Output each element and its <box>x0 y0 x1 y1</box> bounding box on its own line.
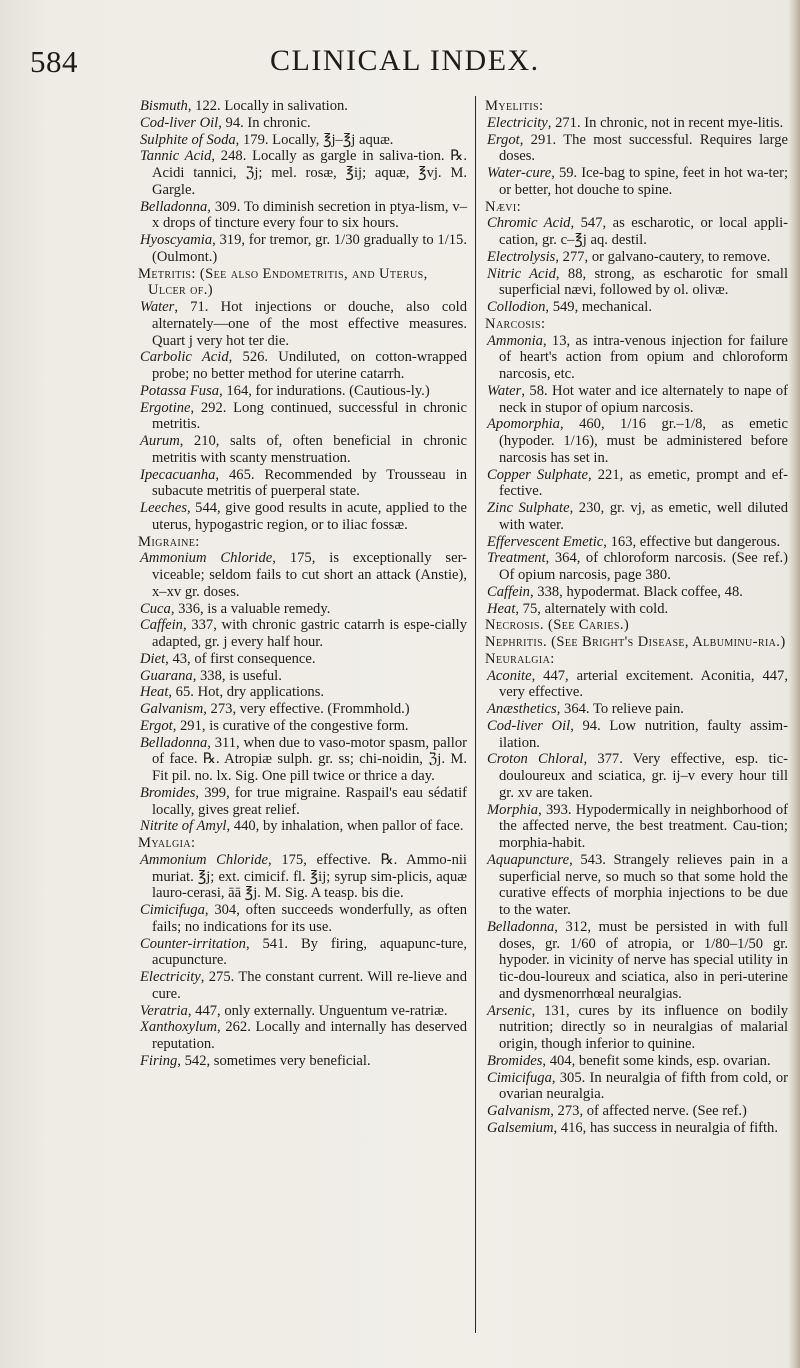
index-heading: Myelitis: <box>485 98 544 114</box>
remedy-term: Galvanism <box>487 1103 551 1119</box>
index-entry <box>485 718 788 752</box>
entry-text: , 309. To diminish secretion in ptya-lism, v–x drops of tincture every four to six hours. <box>152 198 467 232</box>
index-entry <box>485 165 788 199</box>
remedy-term: Ammonium Chloride <box>140 851 269 868</box>
entry-text: , 305. In neuralgia of fifth from cold, or ovarian neuralgia. <box>499 1069 788 1103</box>
remedy-term: Arsenic <box>487 1002 532 1019</box>
entry-text: , 210, salts of, often beneficial in chronic metritis with scanty menstruation. <box>152 433 467 466</box>
remedy-term: Aconite <box>487 667 532 684</box>
entry-text: , 440, by inhalation, when pallor of face. <box>226 818 464 835</box>
entry-text: , 273, of affected nerve. (See ref.) <box>550 1103 747 1119</box>
index-entry <box>485 668 788 702</box>
index-entry <box>485 132 788 166</box>
index-entry <box>138 735 467 785</box>
entry-text: , 542, sometimes very beneficial. <box>177 1052 371 1069</box>
remedy-term: Apomorphia <box>487 416 560 433</box>
index-entry <box>138 684 467 701</box>
index-entry <box>138 969 467 1003</box>
index-heading: Myalgia: <box>138 835 196 851</box>
entry-text: , 291, is curative of the congestive form. <box>172 717 409 734</box>
index-entry <box>485 215 788 249</box>
entry-text: , 163, effective but dangerous. <box>603 533 781 550</box>
index-entry <box>485 1120 788 1137</box>
remedy-term: Heat <box>487 600 516 617</box>
entry-text: , 271. In chronic, not in recent mye-litis. <box>547 114 784 131</box>
remedy-term: Aurum <box>140 433 180 449</box>
remedy-term: Ergot <box>140 717 173 734</box>
index-entry <box>485 919 788 1003</box>
index-entry <box>485 1103 788 1120</box>
entry-text: , 275. The constant current. Will re-lieve and cure. <box>152 969 467 1002</box>
index-entry <box>138 232 467 266</box>
remedy-term: Copper Sulphate <box>487 466 588 483</box>
entry-text: , 338, hypodermat. Black coffee, 48. <box>529 583 743 600</box>
index-entry <box>138 299 467 349</box>
entry-text: , 122. Locally in salivation. <box>187 98 348 114</box>
entry-text: , 43, of first consequence. <box>165 650 316 667</box>
remedy-term: Potassa Fusa <box>140 382 220 399</box>
entry-text: , 399, for true migraine. Raspail's eau sédatif locally, gives great relief. <box>152 784 467 818</box>
running-head: CLINICAL INDEX. <box>270 44 540 77</box>
index-heading: Necrosis. (See Caries.) <box>485 617 630 634</box>
entry-text: , 179. Locally, ℥j–℥j aquæ. <box>235 131 394 148</box>
remedy-term: Water <box>140 299 175 315</box>
index-entry <box>138 617 467 651</box>
entry-text: , 460, 1/16 gr.–1/8, as emetic (hypoder. 1/16), must be administered before narcosis has set in. <box>499 416 788 466</box>
entry-text: , 71. Hot injections or douche, also cold alternately—one of the most effective measures. Quart j very hot ter die. <box>152 299 467 349</box>
entry-text: , 377. Very effective, esp. tic-douloureux and sciatica, gr. ij–v every hour till gr. xv are taken. <box>499 751 788 801</box>
index-entry <box>485 550 788 584</box>
remedy-term: Cod-liver Oil <box>140 114 219 131</box>
index-heading: Nephritis. (See Bright's Disease, Albuminu-ria.) <box>485 634 786 650</box>
entry-text: , 319, for tremor, gr. 1/30 gradually to 1/15. (Oulmont.) <box>152 232 467 265</box>
index-entry <box>485 249 788 266</box>
remedy-term: Leeches <box>140 500 188 516</box>
remedy-term: Water-cure <box>487 165 552 181</box>
left-column <box>138 98 467 1070</box>
index-entry <box>485 383 788 417</box>
index-entry <box>138 785 467 819</box>
remedy-term: Nitrite of Amyl <box>140 818 227 835</box>
index-entry <box>485 584 788 601</box>
entry-text: , 447, arterial excitement. Aconitia, 447, very effective. <box>499 667 788 701</box>
right-column <box>485 98 788 1137</box>
index-entry <box>138 1019 467 1053</box>
index-entry <box>138 400 467 434</box>
remedy-term: Water <box>487 382 522 399</box>
entry-text: , 175, is exceptionally ser-viceable; seldom fails to cut short an attack (Anstie), x–xv gr. doses. <box>152 550 467 600</box>
remedy-term: Ammonium Chloride <box>140 550 273 567</box>
index-entry <box>485 299 788 316</box>
entry-text: , 393. Hypodermically in neighborhood of the affected nerve, the best treatment. Cau-tion; morphia-habit. <box>499 801 788 851</box>
entry-text: , 404, benefit some kinds, esp. ovarian. <box>542 1052 771 1069</box>
entry-text: , 304, often succeeds wonderfully, as often fails; no indications for its use. <box>152 902 467 935</box>
index-entry <box>138 500 467 534</box>
remedy-term: Treatment <box>487 550 546 567</box>
entry-text: , 292. Long continued, successful in chronic metritis. <box>152 399 467 433</box>
index-entry <box>138 132 467 149</box>
entry-text: , 248. Locally as gargle in saliva-tion. ℞. Acidi tannici, ℨj; mel. rosæ, ℥ij; aquæ, ℥vj. M. Gargle. <box>152 148 467 198</box>
page-number: 584 <box>30 44 78 79</box>
remedy-term: Counter-irritation <box>140 935 246 952</box>
remedy-term: Carbolic Acid <box>140 349 229 366</box>
entry-text: , 94. In chronic. <box>218 114 311 131</box>
entry-text: , 364. To relieve pain. <box>556 701 684 717</box>
entry-text: , 262. Locally and internally has deserved reputation. <box>152 1019 467 1052</box>
index-entry <box>138 936 467 970</box>
index-entry <box>485 416 788 466</box>
index-entry <box>485 852 788 919</box>
index-entry <box>138 852 467 902</box>
remedy-term: Aquapuncture <box>487 851 570 868</box>
remedy-term: Diet <box>140 650 166 667</box>
index-entry <box>138 148 467 198</box>
entry-text: , 311, when due to vaso-motor spasm, pallor of face. ℞. Atropiæ sulph. gr. ss; chi-noidin, ℨj. M. Fit pil. no. lx. Sig. One pill twice or thrice a day. <box>152 734 467 784</box>
remedy-term: Electrolysis <box>487 248 556 265</box>
remedy-term: Caffein <box>140 617 183 634</box>
entry-text: , 465. Recommended by Trousseau in subacute metritis of puerperal state. <box>152 466 467 500</box>
entry-text: , 221, as emetic, prompt and ef-fective. <box>499 466 788 500</box>
index-entry <box>485 115 788 132</box>
entry-text: , 230, gr. vj, as emetic, well diluted with water. <box>499 500 788 533</box>
index-heading: Neuralgia: <box>485 650 555 667</box>
index-entry <box>138 433 467 467</box>
entry-text: , 175, effective. ℞. Ammo-nii muriat. ℥j; ext. cimicif. fl. ℥ij; syrup sim-plicis, aquæ lauro-cerasi, āā ℥j. M. Sig. A teasp. bis die. <box>152 851 467 902</box>
entry-text: , 336, is a valuable remedy. <box>170 600 331 617</box>
index-entry <box>138 902 467 936</box>
remedy-term: Electricity <box>140 969 201 985</box>
entry-text: , 543. Strangely relieves pain in a superficial nerve, so much so that some hold the curative effects of morphia injections to be due to the water. <box>499 851 788 918</box>
index-entry <box>485 1003 788 1053</box>
entry-text: , 338, is useful. <box>192 667 282 684</box>
remedy-term: Galvanism <box>140 701 204 717</box>
entry-text: , 312, must be persisted in with full doses, gr. 1/60 of atropia, or 1/80–1/50 gr. hypoder. in vicinity of nerve has special utility in tic-dou-loureux and sciatica, also in peri-uterine and dysmenorrhœal neuralgias. <box>499 918 788 1002</box>
entry-text: , 13, as intra-venous injection for failure of heart's action from opium and chloroform narcosis, etc. <box>499 332 788 382</box>
remedy-term: Galsemium <box>487 1119 554 1136</box>
index-entry <box>138 718 467 735</box>
index-entry <box>138 199 467 233</box>
remedy-term: Morphia <box>487 801 539 818</box>
entry-text: , 549, mechanical. <box>545 299 652 315</box>
remedy-term: Guarana <box>140 667 193 684</box>
remedy-term: Xanthoxylum <box>140 1019 218 1036</box>
remedy-term: Ergotine <box>140 399 191 416</box>
remedy-term: Caffein <box>487 583 530 600</box>
index-entry <box>138 98 467 115</box>
remedy-term: Belladonna <box>140 198 208 215</box>
column-rule <box>475 96 476 1333</box>
index-entry <box>485 333 788 383</box>
entry-text: , 277, or galvano-cautery, to remove. <box>555 248 771 265</box>
index-entry <box>138 467 467 501</box>
entry-text: , 164, for indurations. (Cautious-ly.) <box>219 382 430 399</box>
index-entry <box>138 115 467 132</box>
remedy-term: Tannic Acid <box>140 148 212 165</box>
entry-text: , 544, give good results in acute, applied to the uterus, hypogastric region, or to iliac fossæ. <box>152 500 467 533</box>
entry-text: , 337, with chronic gastric catarrh is espe-cially adapted, gr. j every half hour. <box>152 617 467 650</box>
entry-text: , 291. The most successful. Requires large doses. <box>499 131 788 165</box>
remedy-term: Cod-liver Oil <box>487 717 571 734</box>
index-entry <box>485 1053 788 1070</box>
entry-text: , 131, cures by its influence on bodily nutrition; directly so in neuralgias of malarial origin, though inferior to quinine. <box>499 1002 788 1052</box>
remedy-term: Collodion <box>487 299 546 315</box>
index-entry <box>138 701 467 718</box>
index-entry <box>138 383 467 400</box>
index-entry <box>138 651 467 668</box>
index-entry <box>138 349 467 383</box>
index-entry <box>485 751 788 801</box>
remedy-term: Veratria <box>140 1002 188 1019</box>
entry-text: , 75, alternately with cold. <box>515 600 669 617</box>
remedy-term: Bromides <box>487 1052 543 1069</box>
index-entry <box>485 701 788 718</box>
index-entry <box>485 467 788 501</box>
remedy-term: Belladonna <box>140 734 208 751</box>
remedy-term: Electricity <box>487 114 548 131</box>
index-entry <box>485 266 788 300</box>
entry-text: , 526. Undiluted, on cotton-wrapped probe; no better method for uterine catarrh. <box>152 349 467 382</box>
entry-text: , 58. Hot water and ice alternately to nape of neck in stupor of opium narcosis. <box>499 382 788 416</box>
remedy-term: Croton Chloral <box>487 751 584 768</box>
entry-text: , 273, very effective. (Frommhold.) <box>203 701 410 717</box>
index-heading: Migraine: <box>138 533 200 550</box>
remedy-term: Cuca <box>140 600 171 617</box>
remedy-term: Nitric Acid <box>487 265 556 282</box>
index-entry <box>485 534 788 551</box>
remedy-term: Hyoscyamia <box>140 232 213 248</box>
index-entry <box>485 1070 788 1104</box>
index-entry <box>485 601 788 618</box>
entry-text: , 88, strong, as escharotic for small superficial nævi, followed by ol. olivæ. <box>499 265 788 299</box>
remedy-term: Ipecacuanha <box>140 466 216 483</box>
remedy-term: Belladonna <box>487 918 555 935</box>
index-entry <box>485 802 788 852</box>
remedy-term: Chromic Acid <box>487 215 571 232</box>
index-heading: Narcosis: <box>485 315 546 332</box>
entry-text: , 416, has success in neuralgia of fifth. <box>553 1119 779 1136</box>
index-entry <box>138 601 467 618</box>
index-entry <box>138 550 467 600</box>
index-entry <box>138 1003 467 1020</box>
entry-text: , 541. By firing, aquapunc-ture, acupuncture. <box>152 935 467 969</box>
entry-text: , 364, of chloroform narcosis. (See ref.) Of opium narcosis, page 380. <box>499 550 788 583</box>
index-entry <box>138 668 467 685</box>
entry-text: , 65. Hot, dry applications. <box>168 684 325 701</box>
remedy-term: Zinc Sulphate <box>487 500 570 516</box>
remedy-term: Bismuth <box>140 98 188 114</box>
remedy-term: Cimicifuga <box>487 1069 552 1086</box>
remedy-term: Anæsthetics <box>487 701 557 717</box>
remedy-term: Ammonia <box>487 332 543 349</box>
remedy-term: Bromides <box>140 784 196 801</box>
index-entry <box>138 818 467 835</box>
remedy-term: Ergot <box>487 131 520 148</box>
remedy-term: Heat <box>140 684 169 701</box>
index-entry <box>138 1053 467 1070</box>
entry-text: , 547, as escharotic, or local appli-cation, gr. c–℥j aq. destil. <box>499 215 788 248</box>
entry-text: , 447, only externally. Unguentum ve-ratriæ. <box>187 1002 448 1019</box>
remedy-term: Firing <box>140 1052 178 1069</box>
remedy-term: Cimicifuga <box>140 902 205 918</box>
remedy-term: Sulphite of Soda <box>140 131 236 148</box>
index-heading: Metritis: (See also Endometritis, and Uterus, Ulcer of.) <box>138 265 428 299</box>
remedy-term: Effervescent Emetic <box>487 533 604 550</box>
page-header <box>30 44 730 84</box>
index-heading: Nævi: <box>485 198 522 215</box>
page-edge-shadow <box>788 0 800 1368</box>
index-entry <box>485 500 788 534</box>
entry-text: , 94. Low nutrition, faulty assim-ilation. <box>499 717 788 751</box>
entry-text: , 59. Ice-bag to spine, feet in hot wa-ter; or better, hot douche to spine. <box>499 165 788 198</box>
